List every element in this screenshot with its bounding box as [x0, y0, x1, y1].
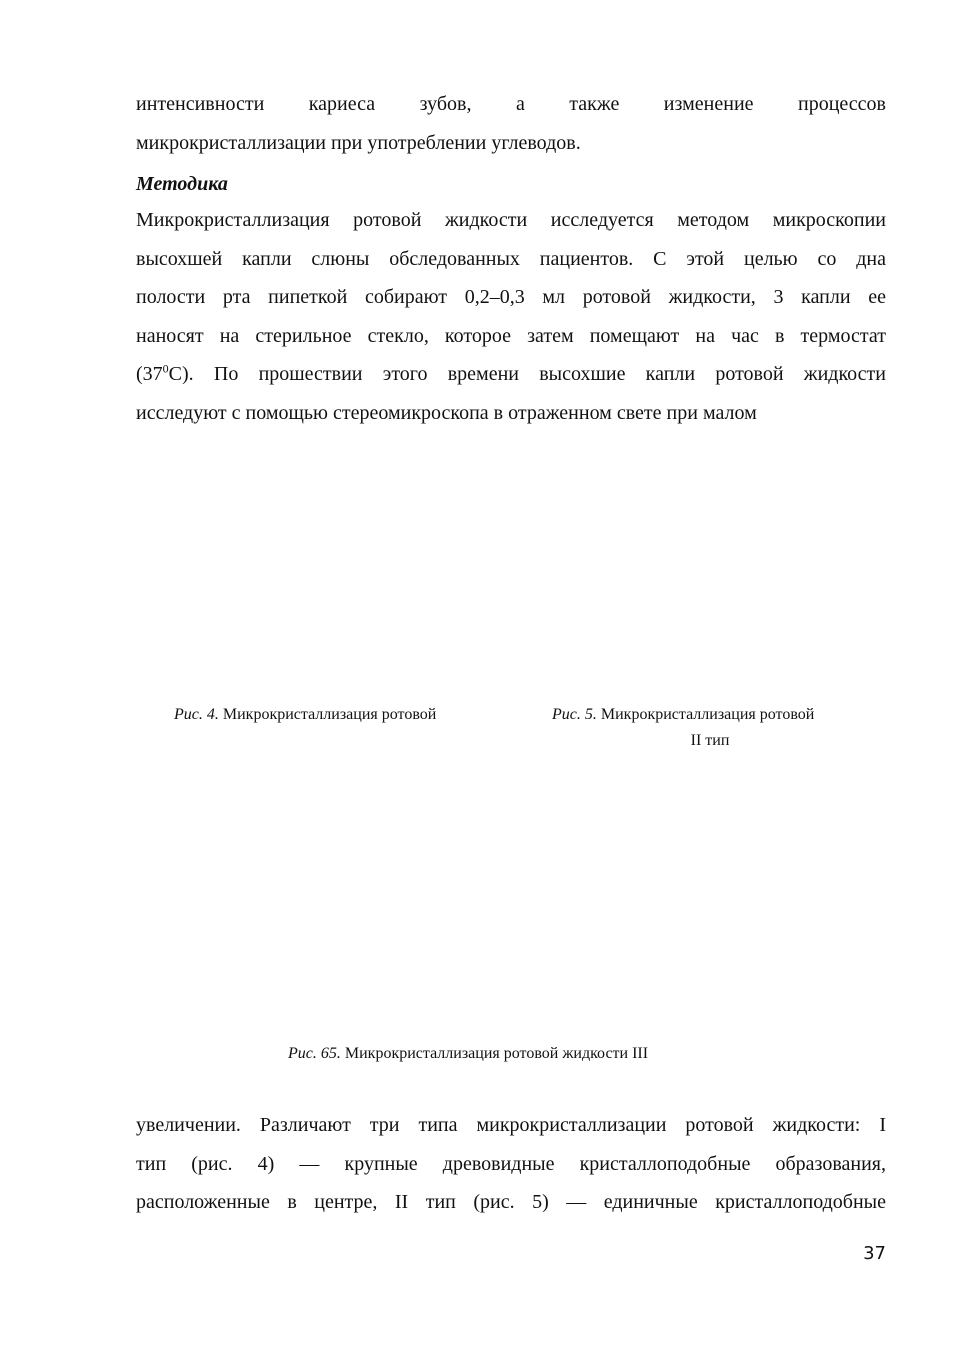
degree-superscript: 0 [162, 361, 169, 376]
paragraph-line: Микрокристаллизация ротовой жидкости исследуется методом микроскопии [136, 209, 886, 231]
paragraph-line: высохшей капли слюны обследованных пациентов. С этой целью со дна [136, 247, 886, 270]
paragraph-line-temperature [136, 355, 886, 394]
figure-65-text: Микрокристаллизация ротовой жидкости III [340, 1045, 649, 1062]
intro-paragraph [136, 85, 886, 162]
figure-5-caption-subline: II тип [690, 732, 730, 749]
paragraph-line: исследуют с помощью стереомикроскопа в отраженном свете при малом [136, 401, 757, 424]
figure-4-label: Рис. 4. [174, 706, 219, 723]
paragraph-line: полости рта пипеткой собирают 0,2–0,3 мл ротовой жидкости, 3 капли ее [136, 286, 886, 309]
types-paragraph [136, 1106, 886, 1222]
figure-5-label: Рис. 5. [552, 706, 597, 723]
figure-65-label: Рис. 65. [288, 1045, 341, 1062]
paragraph-line: наносят на стерильное стекло, которое затем помещают на час в термостат [136, 324, 886, 347]
paragraph-line: увеличении. Различают три типа микрокристаллизации ротовой жидкости: I [136, 1114, 886, 1136]
section-heading: Методика [136, 173, 228, 195]
paragraph-line: тип (рис. 4) — крупные древовидные кристаллоподобные образования, [136, 1152, 886, 1175]
figure-area-65 [136, 770, 886, 1032]
temperature-suffix: С). По прошествии этого времени высохшие капли ротовой жидкости [168, 363, 886, 386]
method-paragraph [136, 201, 886, 433]
figure-5-caption [552, 703, 814, 727]
temperature-prefix: (37 [136, 363, 163, 386]
paragraph-line: микрокристаллизации при употреблении углеводов. [136, 131, 581, 154]
paragraph-line: интенсивности кариеса зубов, а также изменение процессов [136, 93, 886, 115]
paragraph-line: расположенные в центре, II тип (рис. 5) — единичные кристаллоподобные [136, 1191, 886, 1214]
figure-area-4-5 [136, 440, 886, 695]
figure-4-caption [174, 703, 436, 727]
page-number: 37 [863, 1243, 886, 1264]
figure-4-text: Микрокристаллизация ротовой [218, 706, 437, 723]
figure-65-caption [288, 1042, 648, 1066]
figure-5-text: Микрокристаллизация ротовой [596, 706, 815, 723]
